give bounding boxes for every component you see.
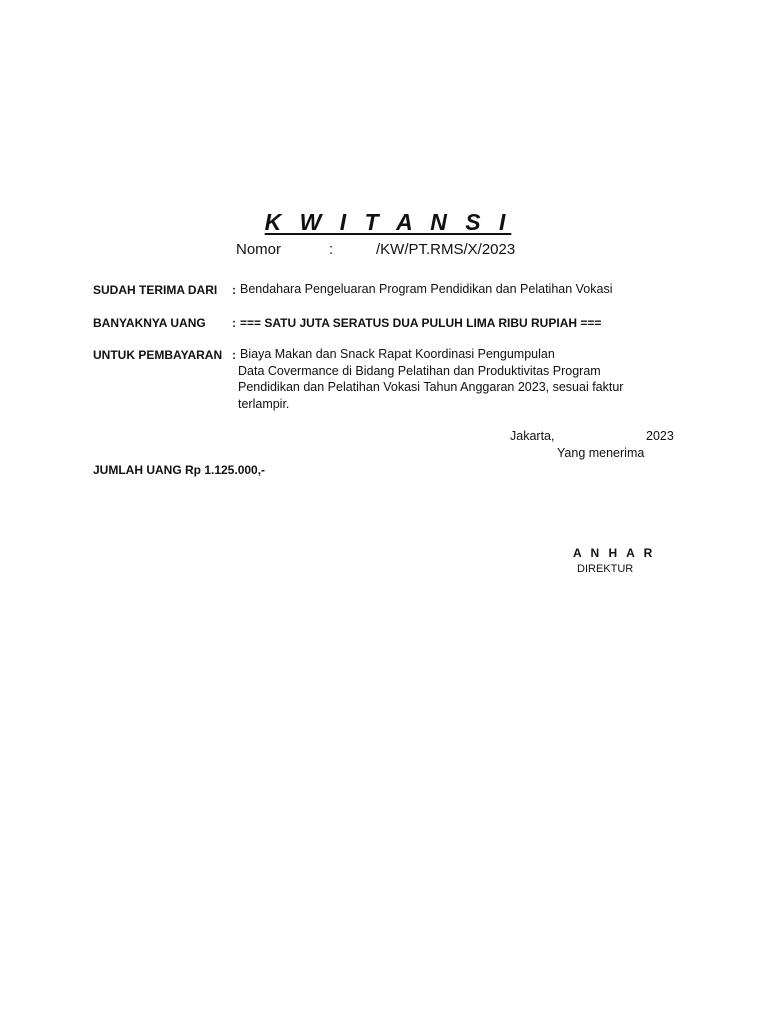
receipt-number-colon: :	[329, 241, 334, 258]
amount-words-label: BANYAKNYA UANG	[93, 316, 206, 330]
signer-name: A N H A R	[573, 546, 656, 560]
signing-place: Jakarta,	[510, 429, 555, 443]
payment-for-line-4: terlampir.	[238, 397, 290, 411]
payment-for-line-1: Biaya Makan dan Snack Rapat Koordinasi Pengumpulan	[240, 347, 555, 361]
received-from-label: SUDAH TERIMA DARI	[93, 283, 218, 297]
total-amount: JUMLAH UANG Rp 1.125.000,-	[93, 463, 266, 477]
receipt-number-value: /KW/PT.RMS/X/2023	[376, 241, 516, 258]
amount-words-value: === SATU JUTA SERATUS DUA PULUH LIMA RIBU RUPIAH ===	[240, 316, 602, 330]
payment-for-colon: :	[232, 348, 236, 362]
receipt-title: K W I T A N S I	[264, 209, 512, 235]
receipt-number-label: Nomor	[236, 241, 282, 258]
payment-for-line-2: Data Covermance di Bidang Pelatihan dan Produktivitas Program	[238, 364, 601, 378]
received-from-value: Bendahara Pengeluaran Program Pendidikan dan Pelatihan Vokasi	[240, 282, 613, 296]
amount-words-colon: :	[232, 316, 236, 330]
payment-for-line-3: Pendidikan dan Pelatihan Vokasi Tahun Anggaran 2023, sesuai faktur	[238, 380, 624, 394]
signer-title: DIREKTUR	[577, 563, 634, 575]
received-from-colon: :	[232, 283, 236, 297]
signing-year: 2023	[646, 429, 674, 443]
payment-for-label: UNTUK PEMBAYARAN	[93, 348, 223, 362]
receiver-label: Yang menerima	[557, 446, 645, 460]
